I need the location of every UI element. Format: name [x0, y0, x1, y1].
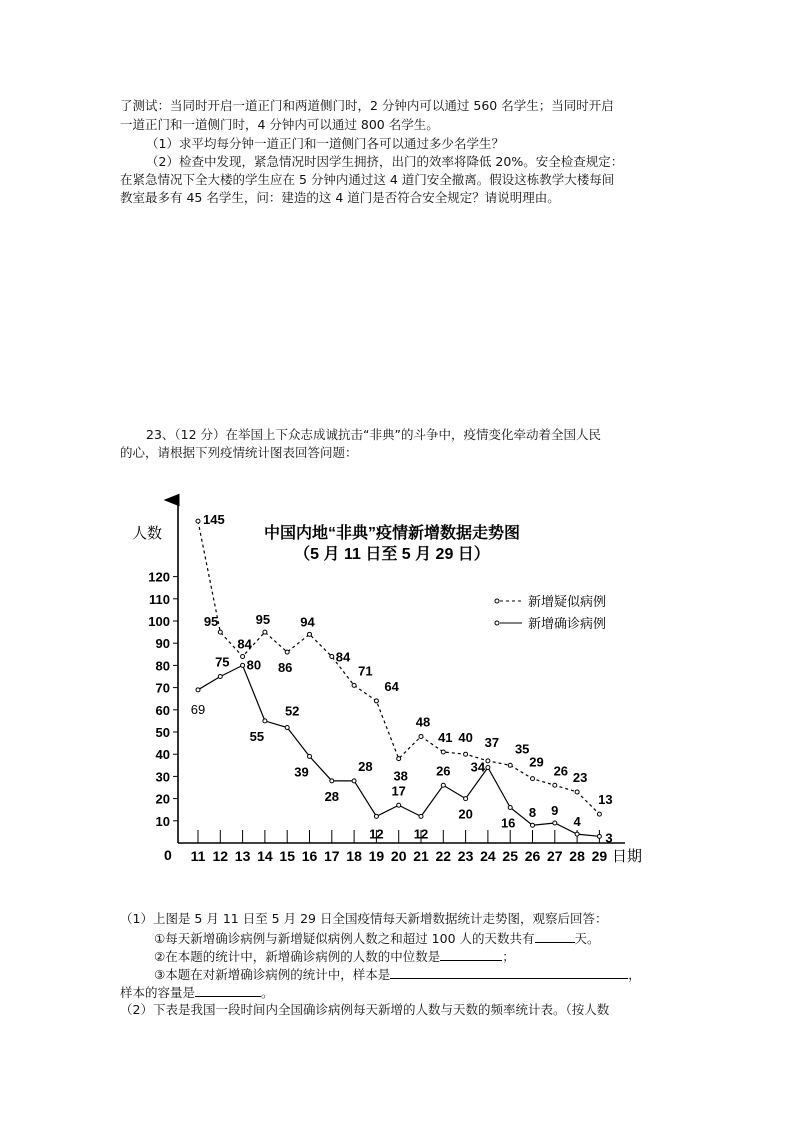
- confirmed-point: [374, 814, 378, 818]
- problem23-intro-line1: 23、（12 分）在举国上下众志成诚抗击“非典”的斗争中，疫情变化牵动着全国人民: [146, 427, 601, 442]
- confirmed-data-label: 69: [190, 701, 206, 717]
- x-tick-label: 29: [591, 848, 608, 864]
- suspected-data-label: 86: [277, 660, 293, 676]
- x-tick-label: 16: [301, 848, 318, 864]
- y-tick-label: 70: [155, 680, 170, 696]
- suspected-data-label: 37: [484, 734, 500, 750]
- x-tick-label: 12: [212, 848, 229, 864]
- question1-intro: （1）上图是 5 月 11 日至 5 月 29 日全国疫情每天新增数据统计走势图，观察后回答：: [120, 911, 608, 926]
- confirmed-point: [486, 766, 490, 770]
- suspected-point: [397, 757, 401, 761]
- confirmed-data-label: 9: [551, 803, 559, 819]
- confirmed-point: [285, 726, 289, 730]
- confirmed-point: [241, 663, 245, 667]
- x-tick-label: 19: [368, 848, 385, 864]
- y-axis-label: 人数: [132, 525, 163, 542]
- suspected-data-label: 23: [572, 769, 588, 785]
- chart-subtitle: （5 月 11 日至 5 月 29 日）: [294, 546, 490, 563]
- x-tick-label: 21: [413, 848, 429, 864]
- suspected-data-label: 95: [203, 614, 219, 630]
- suspected-point: [218, 630, 222, 634]
- suspected-point: [486, 759, 490, 763]
- origin-label: 0: [164, 847, 172, 863]
- suspected-point: [441, 750, 445, 754]
- suspected-point: [330, 655, 334, 659]
- confirmed-point: [196, 688, 200, 692]
- confirmed-point: [441, 783, 445, 787]
- answer-blank-d[interactable]: [195, 982, 261, 997]
- confirmed-data-label: 16: [500, 815, 516, 831]
- answer-blank-c[interactable]: [390, 964, 628, 979]
- suspected-point: [241, 655, 245, 659]
- suspected-point: [352, 683, 356, 687]
- suspected-point: [196, 519, 200, 523]
- suspected-data-label: 84: [237, 636, 252, 652]
- confirmed-data-label: 20: [458, 806, 473, 822]
- x-tick-label: 23: [457, 848, 474, 864]
- suspected-data-label: 71: [358, 663, 373, 679]
- confirmed-point: [508, 805, 512, 809]
- suspected-data-label: 26: [553, 763, 569, 779]
- confirmed-point: [531, 823, 535, 827]
- suspected-point: [531, 777, 535, 781]
- confirmed-data-label: 28: [324, 788, 340, 804]
- problem23-intro-line2: 的心，请根据下列疫情统计图表回答问题：: [120, 445, 358, 460]
- y-tick-label: 80: [155, 658, 170, 674]
- confirmed-point: [597, 834, 601, 838]
- confirmed-point: [218, 675, 222, 679]
- confirmed-data-label: 12: [413, 826, 429, 842]
- confirmed-point: [263, 719, 267, 723]
- question1-a-text: ①每天新增确诊病例与新增疑似病例人数之和超过 100 人的天数共有: [154, 931, 535, 946]
- suspected-point: [575, 790, 579, 794]
- confirmed-data-label: 4: [573, 814, 581, 830]
- confirmed-point: [330, 779, 334, 783]
- suspected-data-label: 84: [335, 649, 351, 665]
- answer-blank-b[interactable]: [440, 946, 502, 961]
- x-tick-label: 28: [569, 848, 585, 864]
- suspected-point: [553, 783, 557, 787]
- legend: [495, 594, 606, 631]
- suspected-data-label: 95: [255, 612, 271, 628]
- chart-title: 中国内地“非典”疫情新增数据走势图: [263, 525, 521, 542]
- confirmed-data-label: 52: [284, 703, 300, 719]
- y-tick-label: 110: [149, 591, 170, 607]
- y-tick-label: 10: [155, 813, 170, 829]
- legend-suspected-marker: [495, 599, 499, 603]
- problem22-line2: 一道正门和一道侧门时，4 分钟内可以通过 800 名学生。: [120, 117, 439, 132]
- confirmed-point: [352, 779, 356, 783]
- suspected-point: [597, 812, 601, 816]
- y-tick-label: 90: [155, 636, 170, 652]
- confirmed-data-label: 55: [249, 728, 265, 744]
- suspected-point: [508, 763, 512, 767]
- suspected-data-label: 64: [384, 678, 399, 694]
- x-tick-label: 13: [234, 848, 251, 864]
- x-tick-label: 27: [547, 848, 563, 864]
- question2-text: （2）下表是我国一段时间内全国确诊病例每天新增的人数与天数的频率统计表。（按人数: [120, 1002, 610, 1017]
- x-tick-label: 24: [480, 848, 496, 864]
- confirmed-data-label: 39: [294, 764, 309, 780]
- question1-c2-text: 样本的容量是: [120, 985, 196, 1000]
- suspected-data-label: 94: [300, 614, 315, 630]
- legend-confirmed-marker: [495, 621, 499, 625]
- suspected-point: [374, 699, 378, 703]
- suspected-point: [419, 734, 423, 738]
- x-tick-label: 15: [279, 848, 295, 864]
- epidemic-trend-chart: [130, 490, 670, 870]
- confirmed-data-label: 26: [436, 763, 451, 779]
- suspected-data-label: 41: [438, 729, 453, 745]
- suspected-data-label: 40: [458, 730, 473, 746]
- x-axis-label: 日期: [612, 848, 643, 865]
- question1-c-text: ③本题在对新增确诊病例的统计中，样本是: [154, 967, 391, 982]
- question1-c2-suffix: 。: [261, 985, 274, 1000]
- y-tick-label: 40: [155, 747, 170, 763]
- confirmed-data-label: 3: [605, 830, 613, 846]
- x-tick-label: 26: [524, 848, 541, 864]
- confirmed-data-label: 75: [215, 654, 230, 670]
- confirmed-data-label: 8: [528, 805, 537, 821]
- suspected-data-label: 38: [393, 768, 408, 784]
- question1-a-suffix: 天。: [574, 931, 600, 946]
- confirmed-point: [397, 803, 401, 807]
- suspected-point: [285, 650, 289, 654]
- x-tick-label: 25: [502, 848, 518, 864]
- confirmed-point: [308, 754, 312, 758]
- question1-b-text: ②在本题的统计中，新增确诊病例的人数的中位数是: [154, 949, 441, 964]
- x-tick-label: 22: [435, 848, 452, 864]
- x-tick-label: 20: [390, 848, 407, 864]
- y-tick-label: 20: [155, 791, 170, 807]
- answer-blank-a[interactable]: [535, 928, 575, 943]
- confirmed-point: [464, 797, 468, 801]
- x-tick-label: 17: [324, 848, 340, 864]
- question1-c-suffix: ，: [628, 967, 641, 982]
- suspected-data-label: 145: [203, 512, 225, 528]
- x-tick-label: 18: [346, 848, 362, 864]
- suspected-point: [308, 632, 312, 636]
- problem22-line1: 了测试：当同时开启一道正门和两道侧门时，2 分钟内可以通过 560 名学生；当同时开启: [120, 98, 614, 113]
- confirmed-data-label: 12: [369, 826, 384, 842]
- confirmed-point: [575, 832, 579, 836]
- suspected-point: [263, 630, 267, 634]
- confirmed-point: [553, 821, 557, 825]
- confirmed-point: [419, 814, 423, 818]
- suspected-point: [464, 752, 468, 756]
- y-tick-label: 100: [148, 614, 170, 629]
- confirmed-data-label: 17: [391, 783, 406, 799]
- question1-b-suffix: ；: [502, 949, 515, 964]
- y-tick-label: 60: [155, 702, 170, 718]
- confirmed-data-label: 80: [246, 657, 262, 673]
- problem22-question2-line2: 在紧急情况下全大楼的学生应在 5 分钟内通过这 4 道门安全撤离。假设这栋教学大楼每间: [120, 172, 615, 187]
- x-tick-label: 14: [257, 848, 273, 864]
- suspected-data-label: 48: [415, 714, 431, 730]
- y-tick-label: 30: [155, 769, 170, 785]
- confirmed-data-label: 34: [470, 759, 486, 775]
- x-tick-label: 11: [190, 848, 206, 864]
- legend-suspected-label: 新增疑似病例: [528, 594, 607, 609]
- confirmed-data-label: 28: [358, 758, 373, 774]
- problem22-question2-line1: （2）检查中发现，紧急情况时因学生拥挤，出门的效率将降低 20%。安全检查规定：: [146, 154, 624, 169]
- suspected-data-label: 13: [598, 792, 613, 808]
- suspected-data-label: 29: [529, 754, 544, 770]
- y-ticks: [148, 570, 178, 829]
- y-tick-label: 50: [155, 725, 170, 740]
- suspected-data-label: 35: [514, 741, 530, 757]
- y-tick-label: 120: [148, 569, 170, 585]
- problem22-question1: （1）求平均每分钟一道正门和一道侧门各可以通过多少名学生？: [146, 136, 504, 151]
- legend-confirmed-label: 新增确诊病例: [528, 616, 607, 631]
- problem22-question2-line3: 教室最多有 45 名学生，问：建造的这 4 道门是否符合安全规定？请说明理由。: [120, 190, 560, 205]
- x-ticks: [191, 830, 608, 864]
